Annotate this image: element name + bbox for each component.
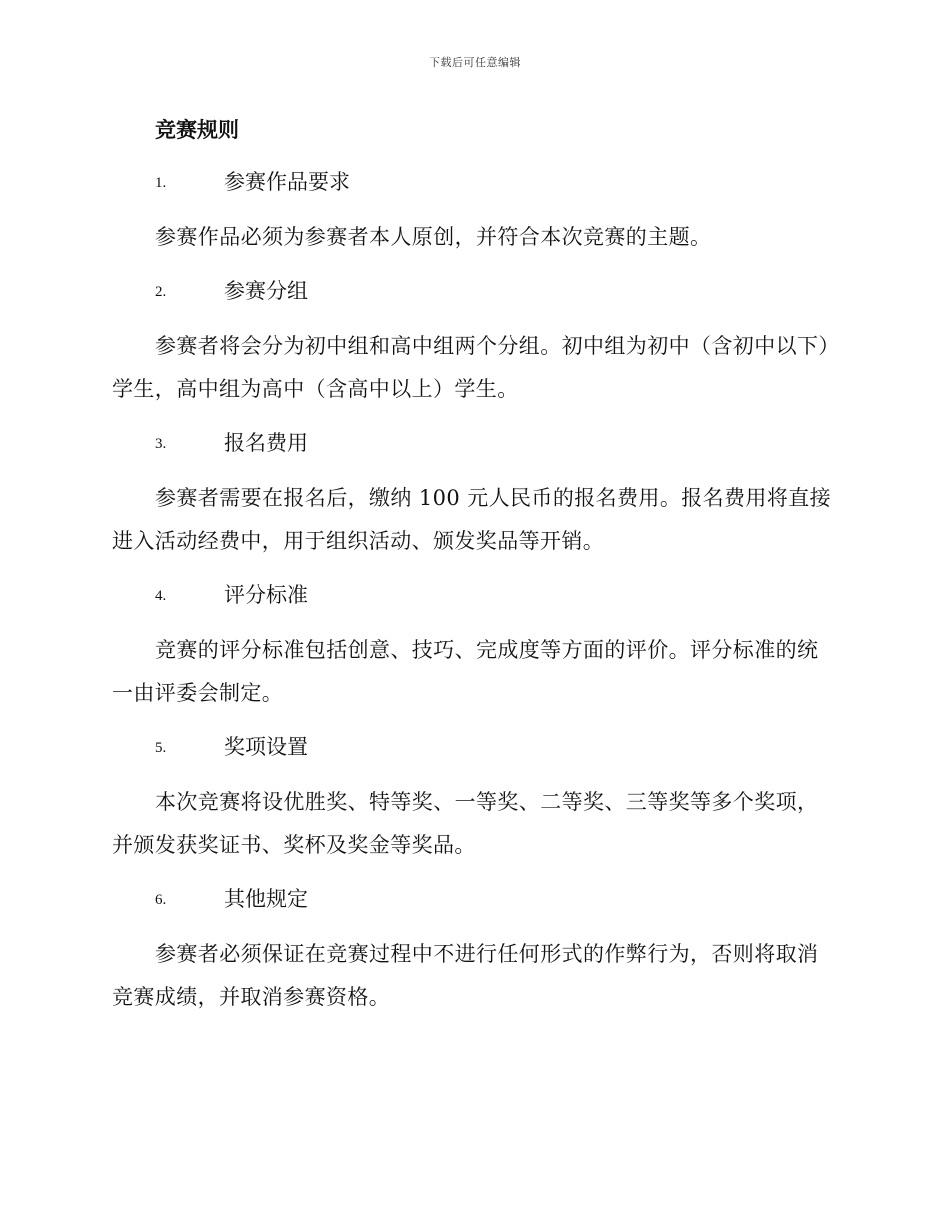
- header-note: 下载后可任意编辑: [429, 56, 521, 69]
- section-number: 4.: [155, 588, 167, 604]
- section-title: 参赛分组: [224, 279, 308, 303]
- section-title: 其他规定: [224, 887, 308, 911]
- section-title: 参赛作品要求: [224, 170, 350, 194]
- section-title: 报名费用: [224, 431, 308, 455]
- section-title: 奖项设置: [224, 735, 308, 759]
- section-body-2: 参赛者将会分为初中组和高中组两个分组。初中组为初中（含初中以下）学生，高中组为高中（含高中以上）学生。: [112, 334, 830, 401]
- section-number: 2.: [155, 284, 167, 300]
- section-number: 1.: [155, 175, 167, 191]
- section-number: 6.: [155, 892, 167, 908]
- section-body-5: 本次竞赛将设优胜奖、特等奖、一等奖、二等奖、三等奖等多个奖项，并颁发获奖证书、奖杯及奖金等奖品。: [112, 790, 819, 857]
- section-title: 评分标准: [224, 583, 308, 607]
- section-body-4: 竞赛的评分标准包括创意、技巧、完成度等方面的评价。评分标准的统一由评委会制定。: [112, 638, 819, 705]
- section-body-3: 参赛者需要在报名后，缴纳 100 元人民币的报名费用。报名费用将直接进入活动经费中，用于组织活动、颁发奖品等开销。: [112, 486, 832, 553]
- section-number: 5.: [155, 740, 167, 756]
- section-body-6: 参赛者必须保证在竞赛过程中不进行任何形式的作弊行为，否则将取消竞赛成绩，并取消参赛资格。: [112, 942, 819, 1009]
- document-title: 竞赛规则: [155, 118, 239, 142]
- section-number: 3.: [155, 436, 167, 452]
- section-body-1: 参赛作品必须为参赛者本人原创，并符合本次竞赛的主题。: [155, 225, 712, 249]
